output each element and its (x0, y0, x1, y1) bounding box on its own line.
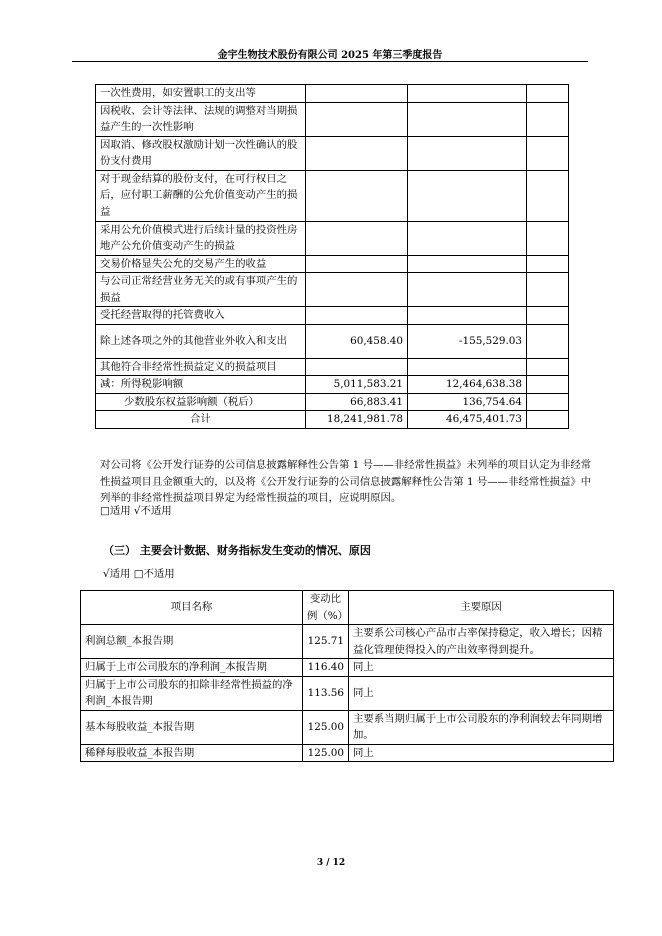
applicability-check: □适用 √不适用 (100, 505, 172, 517)
table-row (96, 273, 569, 307)
table-row (96, 102, 569, 136)
cell-note (527, 411, 569, 429)
note-paragraph: 对公司将《公开发行证券的公司信息披露解释性公告第 1 号——非经常性损益》未列举的项目认定为非经常性损益项目且金额重大的，以及将《公开发行证券的公司信息披露解释性公告第 1 号——非经常性损益》中列举的非经常性损益项目界定为经常性损益的项目，应说明原因。 (100, 459, 592, 504)
cell-note (527, 358, 569, 376)
cell-note (527, 273, 569, 307)
row-label: 采用公允价值模式进行后续计量的投资性房地产公允价值变动产生的损益 (96, 221, 306, 255)
item-name: 基本每股收益_本报告期 (81, 710, 303, 744)
change-ratio: 116.40 (303, 659, 349, 677)
table-row (96, 85, 569, 103)
cell-ytd (408, 221, 527, 255)
table-row (81, 710, 614, 744)
cell-note (527, 255, 569, 273)
row-label: 其他符合非经常性损益定义的损益项目 (96, 358, 306, 376)
row-label: 受托经营取得的托管费收入 (96, 307, 306, 325)
row-label: 因取消、修改股权激励计划一次性确认的股份支付费用 (96, 136, 306, 170)
item-name: 利润总额_本报告期 (81, 625, 303, 659)
cell-current (306, 221, 408, 255)
main-reason: 同上 (349, 659, 614, 677)
table-row (96, 221, 569, 255)
table-row (81, 659, 614, 677)
cell-ytd (408, 358, 527, 376)
cell-ytd (408, 307, 527, 325)
table-row (96, 136, 569, 170)
change-ratio: 125.71 (303, 625, 349, 659)
row-label: 因税收、会计等法律、法规的调整对当期损益产生的一次性影响 (96, 102, 306, 136)
cell-note (527, 376, 569, 394)
table-row (81, 744, 614, 762)
header-rule (72, 61, 588, 62)
page-number: 3 / 12 (316, 858, 346, 868)
section-applicability-check: √适用 □不适用 (103, 568, 175, 580)
non-recurring-items-table (95, 84, 569, 429)
cell-ytd: 12,464,638.38 (408, 376, 527, 394)
table-row (96, 307, 569, 325)
cell-note (527, 136, 569, 170)
row-label: 少数股东权益影响额（税后） (96, 393, 306, 411)
cell-current (306, 85, 408, 103)
table-row (81, 676, 614, 710)
header-main-reason: 主要原因 (349, 591, 614, 625)
cell-current: 18,241,981.78 (306, 411, 408, 429)
table-row (96, 358, 569, 376)
cell-current: 60,458.40 (306, 324, 408, 358)
cell-ytd (408, 170, 527, 221)
main-reason: 同上 (349, 744, 614, 762)
cell-note (527, 85, 569, 103)
cell-current: 5,011,583.21 (306, 376, 408, 394)
cell-ytd: 136,754.64 (408, 393, 527, 411)
cell-current (306, 255, 408, 273)
item-name: 稀释每股收益_本报告期 (81, 744, 303, 762)
table-header-row (81, 591, 614, 625)
table-row (96, 393, 569, 411)
cell-ytd (408, 273, 527, 307)
cell-note (527, 393, 569, 411)
cell-current (306, 170, 408, 221)
cell-note (527, 324, 569, 358)
cell-note (527, 307, 569, 325)
cell-ytd: 46,475,401.73 (408, 411, 527, 429)
table-row (96, 170, 569, 221)
main-reason: 主要系公司核心产品市占率保持稳定，收入增长；因精益化管理使得投入的产出效率得到提升。 (349, 625, 614, 659)
cell-ytd (408, 136, 527, 170)
change-ratio: 113.56 (303, 676, 349, 710)
cell-current (306, 307, 408, 325)
cell-ytd (408, 102, 527, 136)
item-name: 归属于上市公司股东的净利润_本报告期 (81, 659, 303, 677)
section-title: （三） 主要会计数据、财务指标发生变动的情况、原因 (103, 544, 371, 557)
main-reason: 同上 (349, 676, 614, 710)
report-header: 金宇生物技术股份有限公司 2025 年第三季度报告 (217, 50, 443, 61)
table-total-row (96, 411, 569, 429)
key-indicator-changes-table (80, 590, 614, 762)
header-item-name: 项目名称 (81, 591, 303, 625)
row-label: 对于现金结算的股份支付，在可行权日之后，应付职工薪酬的公允价值变动产生的损益 (96, 170, 306, 221)
change-ratio: 125.00 (303, 744, 349, 762)
cell-current: 66,883.41 (306, 393, 408, 411)
cell-current (306, 358, 408, 376)
row-label: 减：所得税影响额 (96, 376, 306, 394)
cell-note (527, 170, 569, 221)
cell-note (527, 221, 569, 255)
cell-current (306, 136, 408, 170)
row-label: 合计 (96, 411, 306, 429)
cell-note (527, 102, 569, 136)
row-label: 一次性费用，如安置职工的支出等 (96, 85, 306, 103)
cell-ytd (408, 85, 527, 103)
table-row (96, 255, 569, 273)
item-name: 归属于上市公司股东的扣除非经常性损益的净利润_本报告期 (81, 676, 303, 710)
cell-current (306, 273, 408, 307)
row-label: 交易价格显失公允的交易产生的收益 (96, 255, 306, 273)
row-label: 与公司正常经营业务无关的或有事项产生的损益 (96, 273, 306, 307)
header-change-ratio: 变动比例（%） (303, 591, 349, 625)
table-row (96, 376, 569, 394)
table-row (81, 625, 614, 659)
cell-ytd (408, 255, 527, 273)
change-ratio: 125.00 (303, 710, 349, 744)
main-reason: 主要系当期归属于上市公司股东的净利润较去年同期增加。 (349, 710, 614, 744)
cell-current (306, 102, 408, 136)
row-label: 除上述各项之外的其他营业外收入和支出 (96, 324, 306, 358)
table-row (96, 324, 569, 358)
cell-ytd: -155,529.03 (408, 324, 527, 358)
